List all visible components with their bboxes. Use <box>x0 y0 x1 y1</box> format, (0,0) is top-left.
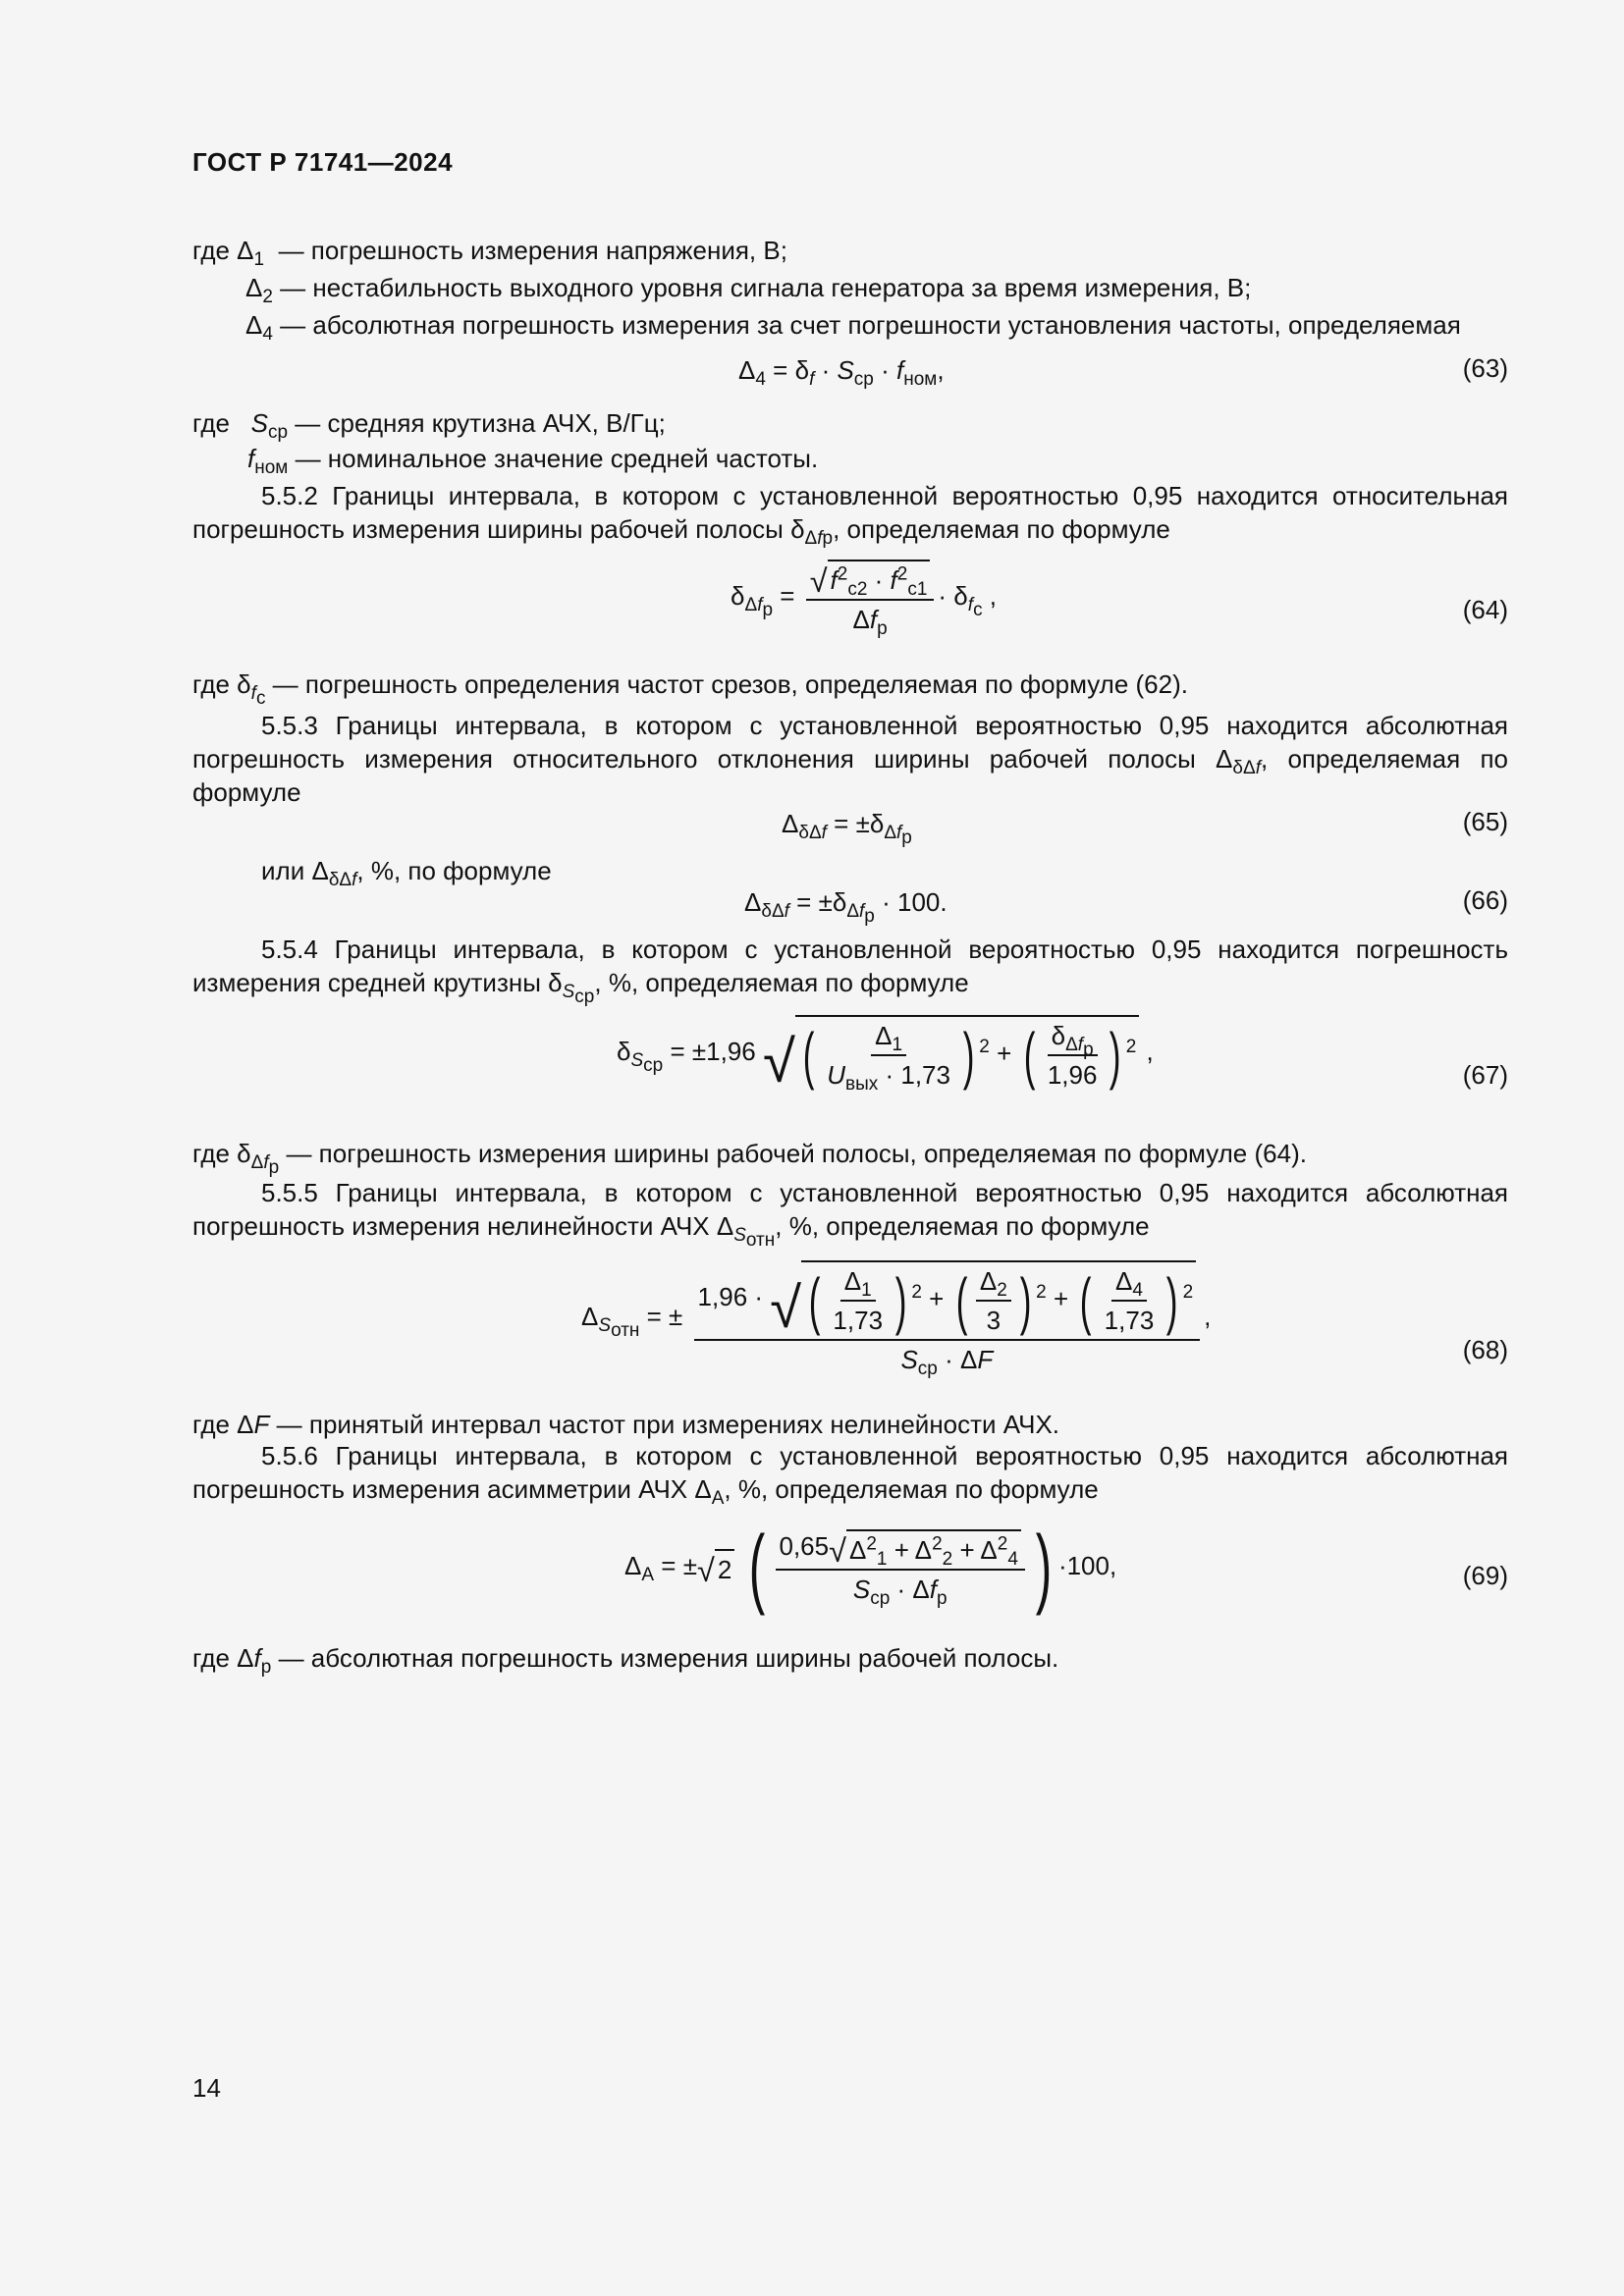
formula-67: $\delta_{S_{ср}} = \pm 1,96$ √ ( $\frac{\Delta_1}{U_{вых} \cdot 1,73}$ ) $^2$ + ( $\frac{\delta_{\Delta f_р}}{1,96}$ ) $^2$ , <box>617 1015 1154 1092</box>
formula-64: $\delta_{\Delta f_р}$ = √ $f^2_{с2} \cdot f^2_{с1}$ $\Delta f_р$ · $\delta_{f_с}$ , <box>731 560 997 636</box>
def-delta4: $\Delta_4$ — абсолютная погрешность измерения за счет погрешности установления частоты, определяемая <box>245 310 1461 346</box>
def-delta2: $\Delta_2$ — нестабильность выходного уровня сигнала генератора за время измерения, В; <box>245 273 1252 308</box>
equation-number-68: (68) <box>1462 1335 1508 1364</box>
paragraph-5-5-5: 5.5.5 Границы интервала, в котором с установленной вероятностью 0,95 находится абсолютная погрешность измерения нелинейности АЧХ $\Delta_{S_{отн}}$, %, определяемая по формуле <box>192 1178 1508 1251</box>
def-delta-fc: где $\delta_{f_с}$ — погрешность определения частот срезов, определяемая по формуле (62). <box>192 669 1188 709</box>
def-fnom: $f_{ном}$ — номинальное значение средней частоты. <box>247 444 819 479</box>
def-delta-fp-69: где $\Delta f_р$ — абсолютная погрешность измерения ширины рабочей полосы. <box>192 1643 1059 1679</box>
equation-number-69: (69) <box>1462 1561 1508 1590</box>
formula-65: $\Delta_{\delta\Delta f} = \pm\delta_{\Delta f_р}$ <box>782 809 912 848</box>
formula-66: $\Delta_{\delta\Delta f} = \pm\delta_{\Delta f_р} \cdot 100$. <box>744 887 947 927</box>
page-number: 14 <box>192 2073 221 2103</box>
standard-header: ГОСТ Р 71741—2024 <box>192 147 454 177</box>
formula-69: $\Delta_А$ = ± √ 2 ( 0,65 √ $\Delta^2_1 + \Delta^2_2 + \Delta^2_4$ $S_{ср} \cdot \Delta f_р$ ) ·100, <box>624 1519 1117 1617</box>
paragraph-5-5-6: 5.5.6 Границы интервала, в котором с установленной вероятностью 0,95 находится абсолютная погрешность измерения асимметрии АЧХ $\Delta_А$, %, определяемая по формуле <box>192 1441 1508 1510</box>
equation-number-63: (63) <box>1462 353 1508 383</box>
paragraph-5-5-2: 5.5.2 Границы интервала, в котором с установленной вероятностью 0,95 находится относительная погрешность измерения ширины рабочей полосы $\delta_{\Delta fр}$, определяемая по формуле <box>192 481 1508 550</box>
equation-number-66: (66) <box>1462 885 1508 915</box>
equation-number-64: (64) <box>1462 595 1508 624</box>
def-delta-F: где ΔF — принятый интервал частот при измерениях нелинейности АЧХ. <box>192 1410 1060 1439</box>
def-scp: где $S_{ср}$ — средняя крутизна АЧХ, В/Гц; <box>192 408 666 444</box>
or-formula-66-text: или $\Delta_{\delta\Delta f}$, %, по формуле <box>261 856 552 891</box>
def-delta-fp-67: где $\delta_{\Delta f_р}$ — погрешность измерения ширины рабочей полосы, определяемая по формуле (64). <box>192 1139 1307 1178</box>
paragraph-5-5-4: 5.5.4 Границы интервала, в котором с установленной вероятностью 0,95 находится погрешность измерения средней крутизны $\delta_{S_{ср}}$, %, определяемая по формуле <box>192 934 1508 1007</box>
def-delta1: где $\Delta_1$ — погрешность измерения напряжения, В; <box>192 236 787 271</box>
formula-63: $\Delta_4 = \delta_f \cdot S_{ср} \cdot f_{ном}$, <box>738 355 945 391</box>
equation-number-67: (67) <box>1462 1060 1508 1090</box>
formula-68: $\Delta_{S_{отн}}$ = ± 1,96 · √ ( $\frac{\Delta_1}{1,73}$ ) $^2$ + ( $\frac{\Delta_2}{3}$ ) $^2$ + ( $\frac{\Delta_4}{1,73}$ ) $^2$ $S_{ср} \cdot \Delta F$ , <box>581 1260 1211 1376</box>
equation-number-65: (65) <box>1462 807 1508 836</box>
paragraph-5-5-3: 5.5.3 Границы интервала, в котором с установленной вероятностью 0,95 находится абсолютная погрешность измерения относительного отклонения ширины рабочей полосы $\Delta_{\delta\Delta f}$, определяемая по формуле <box>192 711 1509 807</box>
